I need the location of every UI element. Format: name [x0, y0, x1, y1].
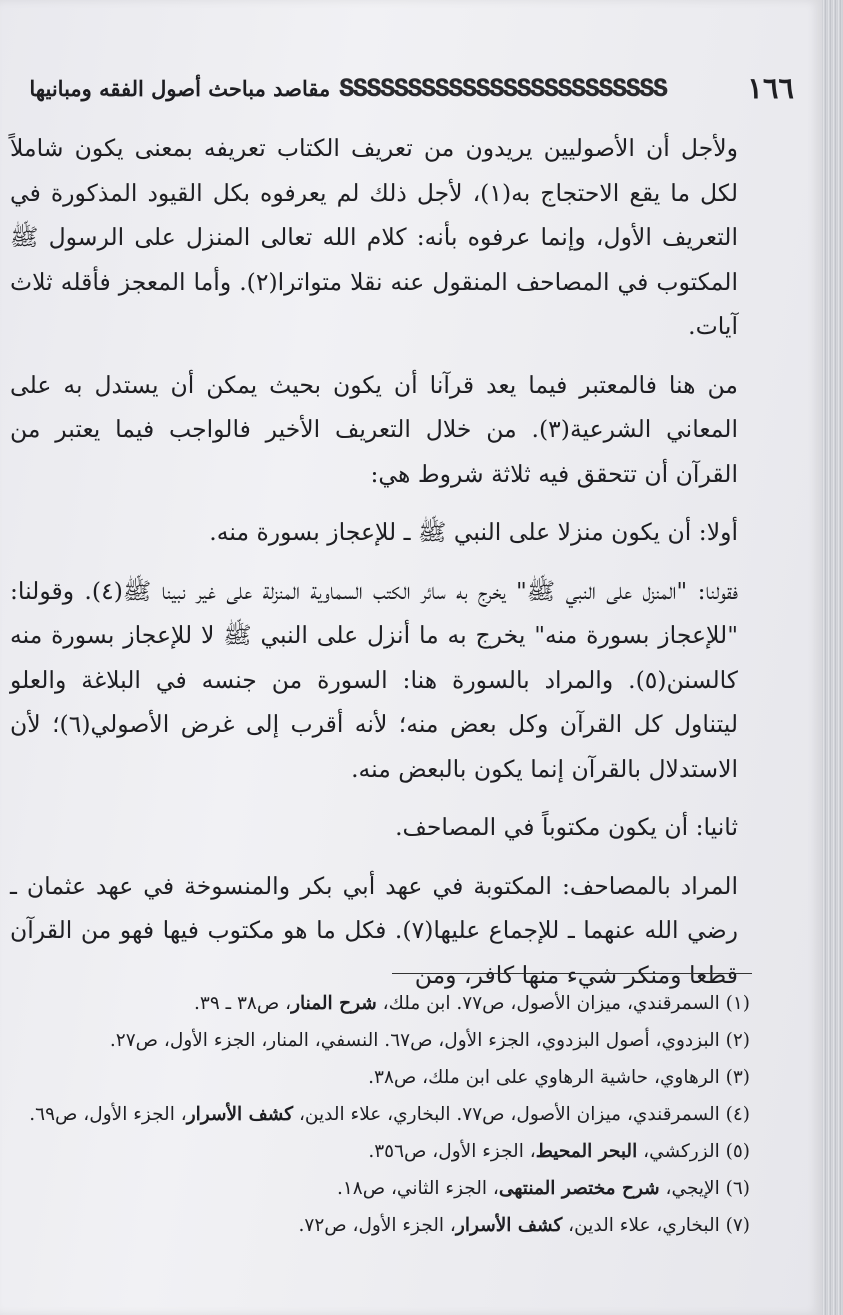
- body-text: [10, 126, 738, 1011]
- page-edges: [822, 0, 843, 1315]
- footnote-divider: [392, 973, 752, 974]
- paragraph: المراد بالمصاحف: المكتوبة في عهد أبي بكر والمنسوخة في عهد عثمان ـ رضي الله عنهما ـ للإجماع عليها(٧). فكل ما هو مكتوب فيها فهو من القرآن قطعا ومنكر شيء منها كافر، ومن: [10, 871, 738, 989]
- header-ornament: ՏՏՏՏՏՏՏՏՏՏՏՏՏՏՏՏՏՏՏՏՏՏՏՏ: [338, 74, 666, 102]
- footnote: (٦) الإيجي، شرح مختصر المنتهى، الجزء الثاني، ص١٨.: [336, 1178, 750, 1199]
- footnote: (٢) البزدوي، أصول البزدوي، الجزء الأول، ص٦٧. النسفي، المنار، الجزء الأول، ص٢٧.: [109, 1030, 750, 1051]
- paragraph: أولا: أن يكون منزلا على النبي ﷺ ـ للإعجاز بسورة منه.: [209, 518, 738, 546]
- paragraph: من هنا فالمعتبر فيما يعد قرآنا أن يكون بحيث يمكن أن يستدل به على المعاني الشرعية(٣). من خلال التعريف الأخير فالواجب فيما يعتبر من القرآن أن تتحقق فيه ثلاثة شروط هي:: [10, 370, 738, 488]
- paragraph: ولأجل أن الأصوليين يريدون من تعريف الكتاب تعريفه بمعنى يكون شاملاً لكل ما يقع الاحتجاج به(١)، لأجل ذلك لم يعرفوه بكل القيود المذكورة في التعريف الأول، وإنما عرفوه بأنه: كلام الله تعالى المنزل على الرسول ﷺ المكتوب في المصاحف المنقول عنه نقلا متواترا(٢). وأما المعجز فأقله ثلاث آيات.: [10, 134, 738, 340]
- footnote: (١) السمرقندي، ميزان الأصول، ص٧٧. ابن ملك، شرح المنار، ص٣٨ ـ ٣٩.: [194, 993, 750, 1014]
- footnote: (٧) البخاري، علاء الدين، كشف الأسرار، الجزء الأول، ص٧٢.: [298, 1215, 750, 1236]
- footnote: (٥) الزركشي، البحر المحيط، الجزء الأول، ص٣٥٦.: [368, 1141, 750, 1162]
- paragraph: ثانيا: أن يكون مكتوباً في المصاحف.: [395, 813, 738, 841]
- footnote: (٣) الرهاوي، حاشية الرهاوي على ابن ملك، ص٣٨.: [368, 1067, 750, 1088]
- page-number: ١٦٦: [747, 71, 794, 105]
- footnote: (٤) السمرقندي، ميزان الأصول، ص٧٧. البخاري، علاء الدين، كشف الأسرار، الجزء الأول، ص٦٩.: [29, 1104, 750, 1125]
- page-header: [0, 66, 794, 110]
- running-title: مقاصد مباحث أصول الفقه ومبانيها: [29, 75, 331, 101]
- footnotes: [20, 985, 750, 1244]
- paragraph: فقولنا: "المنزل على النبي ﷺ" يخرج به سائر الكتب السماوية المنزلة على غير نبينا ﷺ(٤). وقولنا: "للإعجاز بسورة منه" يخرج به ما أنزل على النبي ﷺ لا للإعجاز بسورة منه كالسنن(٥). والمراد بالسورة هنا: السورة من جنسه في البلاغة والعلو ليتناول كل القرآن وكل بعض منه؛ لأنه أقرب إلى غرض الأصولي(٦)؛ لأن الاستدلال بالقرآن إنما يكون بالبعض منه.: [10, 576, 738, 783]
